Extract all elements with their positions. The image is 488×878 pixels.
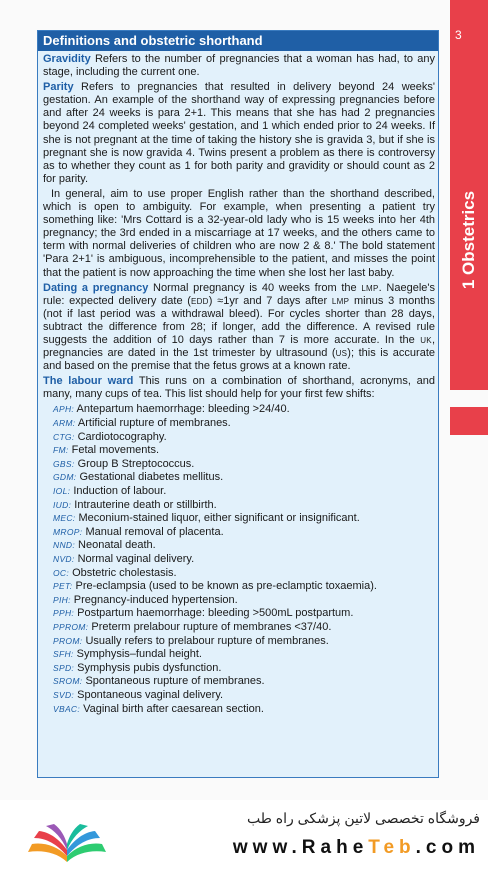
abbreviation-definition: Artificial rupture of membranes. [77,417,231,430]
abbreviation-item [53,431,435,445]
gravidity-term: Gravidity [43,53,91,65]
abbreviation-definition: Symphysis pubis dysfunction. [77,661,222,674]
dating-text-6: ); this is accurate and based on the premise that the fetus grows at a known rate. [43,347,435,373]
abbreviation-item [53,471,435,485]
abbreviation-item [53,526,435,540]
abbreviation-definition: Spontaneous rupture of membranes. [85,675,265,688]
parity-paragraph [43,81,435,186]
gravidity-paragraph [43,53,435,79]
dating-paragraph [43,282,435,374]
abbreviation-item [53,567,435,581]
abbreviation-definition: Pregnancy-induced hypertension. [73,593,238,606]
labour-text: This runs on a combination of shorthand, acronyms, and many, many cups of tea. This list should help for your first few shifts: [43,375,435,401]
dating-text-2: . Naegele's rule: expected delivery date ( [43,281,435,307]
abbreviation-code: SPD: [53,662,75,673]
abbreviation-code: NND: [53,540,75,551]
abbreviation-code: IUD: [53,499,72,510]
dating-text-3: ) ≈1yr and 7 days after [208,294,328,307]
shop-url-part-2: Teb [368,837,416,858]
abbreviation-code: FM: [53,445,69,456]
abbreviation-code: SVD: [53,689,75,700]
abbreviation-item [53,553,435,567]
open-book-logo-icon [24,822,110,867]
abbreviation-definition: Induction of labour. [73,485,167,497]
gravidity-text: Refers to the number of pregnancies that a woman has had, to any stage, including the current one. [43,53,436,79]
abbreviation-item [53,635,435,649]
abbreviation-code: OC: [53,567,70,578]
parity-text: Refers to pregnancies that resulted in delivery beyond 24 weeks' gestation. An example of the shorthand way of expressing pregnancies before and after 24 weeks is para 2+1. This means that she has had 2 pregnancies beyond 24 completed weeks' gestation, and 1 which ended prior to 24 weeks. If she is not pregnant at the time of taking the history she is gravida 3, but if she is pregnant she is now gravida 4. Twins present a problem as there is controversy as to whether they count as 1 for both parity and gravidity or should count as 2 for parity. [43,81,435,185]
abbreviation-code: NVD: [53,553,75,564]
uk-abbr: UK [420,335,432,345]
abbreviation-definition: Fetal movements. [71,444,160,457]
abbreviation-item [53,485,435,499]
abbreviation-item [53,580,435,594]
lmp-abbr-2: LMP [331,296,350,306]
chapter-tab-marker [450,407,488,435]
parity-paragraph-2: In general, aim to use proper English rather than the shorthand described, which is open to ambiguity. For example, when presenting a patient try something like: 'Mrs Cottard is a 32-year-old lady who is 15 weeks into her 4th pregnancy; the 3rd ended in a miscarriage at 17 weeks, and the others came to term with normal deliveries of children who are now 2 & 8.' The bold statement 'Para 2+1' is ambiguous, incomprehensible to the patient, and misses the point that the patient is now approaching the time when she lost her last baby. [43,187,435,279]
abbreviation-definition: Spontaneous vaginal delivery. [77,688,224,701]
abbreviation-definition: Vaginal birth after caesarean section. [83,702,264,715]
abbreviation-definition: Pre-eclampsia (used to be known as pre-eclamptic toxaemia). [75,580,377,593]
footer-banner [0,800,488,878]
shop-url[interactable] [150,837,480,859]
abbreviation-item [53,403,435,417]
abbreviation-item [53,607,435,621]
abbreviation-item [53,444,435,458]
abbreviation-code: PIH: [53,594,71,605]
abbreviation-item [53,675,435,689]
dating-text-4: minus 3 months (not if last period was a withdrawal bleed). For cycles shorter than 28 days, subtract the difference from 28; if longer, add the difference. A revised rule suggests the addition of 10 days rather than 7 is more accurate. In the [43,294,436,346]
abbreviation-definition: Intrauterine death or stillbirth. [74,498,217,511]
abbreviation-code: GDM: [53,472,77,483]
dating-text-1: Normal pregnancy is 40 weeks from the [153,281,357,294]
abbreviation-definition: Preterm prelabour rupture of membranes <37/40. [91,620,332,633]
page-number: 3 [455,28,462,42]
abbreviation-item [53,512,435,526]
abbreviation-item [53,621,435,635]
abbreviation-code: CTG: [53,431,75,442]
edd-abbr: EDD [190,296,209,306]
labour-paragraph [43,375,435,401]
abbreviation-definition: Cardiotocography. [77,430,167,443]
abbreviation-item [53,594,435,608]
abbreviation-code: PET: [53,581,73,592]
abbreviation-code: MEC: [53,513,76,524]
abbreviation-code: GBS: [53,458,75,469]
abbreviation-definition: Symphysis–fundal height. [76,648,202,661]
dating-term: Dating a pregnancy [43,281,149,294]
parity-term: Parity [43,81,74,94]
abbreviation-definition: Neonatal death. [78,539,156,552]
abbreviation-definition: Group B Streptococcus. [77,457,195,470]
abbreviation-code: PPROM: [53,621,89,632]
box-title: Definitions and obstetric shorthand [38,31,438,51]
abbreviation-definition: Meconium-stained liquor, either significant or insignificant. [78,512,360,525]
labour-term: The labour ward [43,375,134,388]
abbreviation-item [53,499,435,513]
abbreviation-code: PPH: [53,608,75,619]
abbreviation-item [53,648,435,662]
abbreviation-code: PROM: [53,635,83,646]
abbreviation-code: SFH: [53,649,74,660]
abbreviation-code: IOL: [53,486,71,496]
abbreviation-definition: Usually refers to prelabour rupture of membranes. [85,634,329,647]
chapter-tab-label: 1 Obstetrics [459,190,478,290]
box-content [43,53,435,716]
abbreviation-item [53,689,435,703]
abbreviation-definition: Gestational diabetes mellitus. [79,471,224,484]
abbreviation-definition: Antepartum haemorrhage: bleeding >24/40. [76,403,290,416]
abbreviation-item [53,417,435,431]
abbreviation-item [53,539,435,553]
abbreviation-item [53,662,435,676]
abbreviation-definition: Obstetric cholestasis. [72,566,177,579]
abbreviation-code: APH: [53,404,75,415]
abbreviation-code: MROP: [53,526,83,537]
lmp-abbr: LMP [361,283,379,293]
abbreviation-item [53,458,435,472]
dating-text-5: , pregnancies are dated in the 1st trimester by ultrasound ( [43,333,435,360]
abbreviation-list [43,403,435,716]
abbreviation-definition: Postpartum haemorrhage: bleeding >500mL postpartum. [77,607,354,620]
abbreviation-definition: Manual removal of placenta. [85,525,224,538]
abbreviation-code: SROM: [53,676,83,687]
us-abbr: US [335,349,348,359]
abbreviation-code: VBAC: [53,703,81,714]
shop-url-part-1: www.Rahe [232,837,369,858]
shop-name: فروشگاه تخصصی لاتین پزشکی راه طب [247,810,480,826]
shop-url-part-3: .com [415,837,480,858]
abbreviation-item [53,703,435,717]
abbreviation-definition: Normal vaginal delivery. [77,552,195,565]
definitions-box [37,30,439,778]
abbreviation-code: ARM: [53,418,76,429]
